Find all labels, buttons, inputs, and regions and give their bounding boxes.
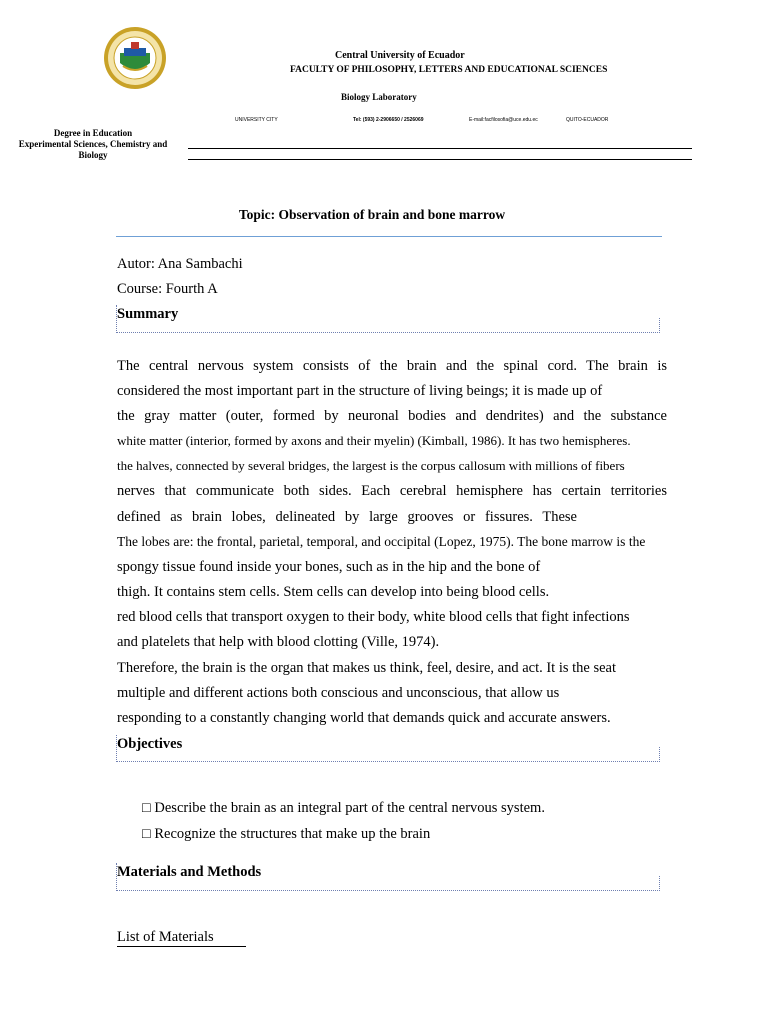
summary-line: nerves that communicate both sides. Each cerebral hemisphere has certain territories <box>117 483 667 499</box>
section-border <box>659 747 660 762</box>
summary-line: The lobes are: the frontal, parietal, temporal, and occipital (Lopez, 1975). The bone marrow is the <box>117 534 646 549</box>
degree-line: Experimental Sciences, Chemistry and <box>18 139 168 149</box>
section-border <box>659 318 660 333</box>
summary-line: spongy tissue found inside your bones, such as in the hip and the bone of <box>117 559 541 575</box>
header-rule <box>188 159 692 160</box>
address-text: UNIVERSITY CITY <box>235 117 278 123</box>
section-border <box>116 332 660 333</box>
degree-line: Biology <box>78 150 108 160</box>
city-text: QUITO-ECUADOR <box>566 117 609 123</box>
course-line: Course: Fourth A <box>117 281 218 297</box>
author-line: Autor: Ana Sambachi <box>117 256 243 272</box>
summary-line: multiple and different actions both conscious and unconscious, that allow us <box>117 685 560 701</box>
summary-line: the halves, connected by several bridges, the largest is the corpus callosum with millions of fibers <box>117 458 625 473</box>
objective-item <box>142 800 545 817</box>
objective-text: Recognize the structures that make up the brain <box>154 826 431 842</box>
section-border <box>116 890 660 891</box>
summary-line: considered the most important part in the structure of living beings; it is made up of <box>117 383 603 399</box>
section-border <box>116 761 660 762</box>
materials-heading: Materials and Methods <box>117 864 262 880</box>
summary-line: thigh. It contains stem cells. Stem cells can develop into being blood cells. <box>117 584 550 600</box>
degree-line: Degree in Education <box>53 128 133 138</box>
faculty-name: FACULTY OF PHILOSOPHY, LETTERS AND EDUCATIONAL SCIENCES <box>290 65 608 75</box>
university-name: Central University of Ecuador <box>335 50 465 61</box>
materials-list-title: List of Materials <box>117 929 246 947</box>
checkbox-bullet-icon: □ <box>142 826 151 842</box>
section-border <box>116 863 117 891</box>
title-rule <box>116 236 662 237</box>
summary-line: responding to a constantly changing world that demands quick and accurate answers. <box>117 710 611 726</box>
summary-line: the gray matter (outer, formed by neuronal bodies and dendrites) and the substance <box>117 408 667 424</box>
summary-line: white matter (interior, formed by axons and their myelin) (Kimball, 1986). It has two hemispheres. <box>117 433 631 448</box>
summary-line: Therefore, the brain is the organ that makes us think, feel, desire, and act. It is the seat <box>117 660 617 676</box>
summary-line: and platelets that help with blood clotting (Ville, 1974). <box>117 634 440 650</box>
checkbox-bullet-icon: □ <box>142 800 151 816</box>
section-border <box>116 305 117 333</box>
university-seal <box>103 26 167 90</box>
section-border <box>659 876 660 891</box>
objective-text: Describe the brain as an integral part of the central nervous system. <box>154 800 545 816</box>
summary-heading: Summary <box>117 306 179 322</box>
summary-line: red blood cells that transport oxygen to their body, white blood cells that fight infections <box>117 609 630 625</box>
summary-line: defined as brain lobes, delineated by large grooves or fissures. These <box>117 509 577 525</box>
header-rule <box>188 148 692 149</box>
lab-name: Biology Laboratory <box>341 92 417 102</box>
objective-item <box>142 826 430 843</box>
email-text: E-mail:facfilosofia@uce.edu.ec <box>469 117 538 123</box>
degree-block <box>14 128 172 161</box>
page-title: Topic: Observation of brain and bone marrow <box>238 207 506 222</box>
phone-text: Tel: (593) 2-2906650 / 2526069 <box>353 117 424 123</box>
objectives-heading: Objectives <box>117 736 183 752</box>
section-border <box>116 735 117 762</box>
summary-line: The central nervous system consists of the brain and the spinal cord. The brain is <box>117 358 667 374</box>
